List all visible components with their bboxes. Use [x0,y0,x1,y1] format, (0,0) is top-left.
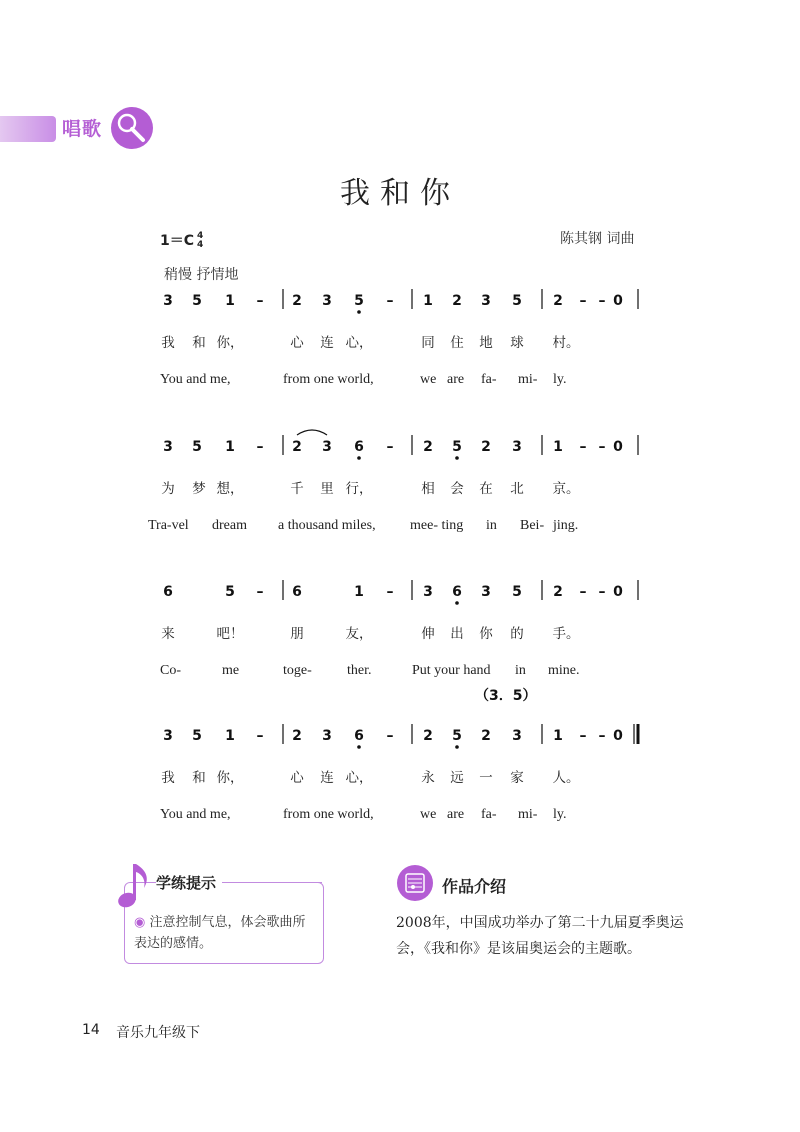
note: 3 [322,728,332,744]
lyric-en: Co- [160,663,181,678]
note: 3 [163,439,173,455]
alt-notes: （3．5） [475,688,537,704]
octave-dot [455,456,459,460]
note: 1 [354,584,364,600]
note: – [256,439,264,455]
lyric-en: fa- [481,807,497,822]
lyric-cn: 心， [345,335,373,351]
lyric-cn: 里 [320,481,334,497]
note: 0 [613,584,623,600]
note: – [579,293,587,309]
lyric-en: in [515,663,526,678]
lyric-en: toge- [283,663,312,678]
octave-dot [357,310,361,314]
lyric-cn: 的 [510,626,524,642]
note: 6 [163,584,173,600]
note: – [256,584,264,600]
note: 0 [613,293,623,309]
note: – [598,293,606,309]
note: 5 [512,584,522,600]
lyric-cn: 家 [510,770,524,786]
lyric-cn: 我 [161,335,175,351]
lyric-cn: 连 [320,335,334,351]
note: – [386,728,394,744]
note: 5 [452,439,462,455]
lyric-en: dream [212,518,247,533]
lyric-en: jing. [553,518,579,533]
note: 1 [225,439,235,455]
octave-dot [357,745,361,749]
lyric-en: Tra-vel [148,518,189,533]
note: 3 [481,293,491,309]
note: 3 [423,584,433,600]
note: 1 [225,293,235,309]
lyric-en: mi- [518,807,538,822]
composer-credit: 陈其钢 词曲 [560,231,635,247]
note: 2 [292,439,302,455]
note: 3 [322,439,332,455]
octave-dot [455,745,459,749]
lyric-en: are [447,372,465,387]
note: – [598,439,606,455]
lyric-cn: 心 [290,335,304,351]
note: 5 [192,728,202,744]
lyric-cn: 远 [450,770,464,786]
note: 2 [481,439,491,455]
note: 3 [481,584,491,600]
note: 2 [292,728,302,744]
lyric-cn: 梦 [192,481,206,497]
lyric-en: mee- ting [410,518,464,533]
lyric-en: ly. [553,807,567,822]
lyric-cn: 你， [216,770,244,786]
note: 5 [354,293,364,309]
lyric-cn: 同 [421,335,435,351]
note: 5 [512,293,522,309]
intro-title: 作品介绍 [442,877,507,896]
note: – [256,728,264,744]
lyric-cn: 村。 [552,335,580,351]
note: 1 [225,728,235,744]
note: 2 [292,293,302,309]
lyric-cn: 京。 [552,481,580,497]
lyric-cn: 来 [161,626,175,642]
note: – [386,584,394,600]
note: – [579,728,587,744]
note: 3 [163,728,173,744]
lyric-cn: 一 [479,770,493,786]
tie-arc [297,430,327,435]
lyric-cn: 球 [510,335,524,351]
lyric-cn: 人。 [552,770,580,786]
note: – [256,293,264,309]
lyric-en: we [420,807,437,822]
key-text: 1＝C [160,233,195,249]
note: 0 [613,439,623,455]
lyric-cn: 友， [345,626,373,642]
book-title: 音乐九年级下 [116,1025,200,1041]
note: 2 [423,439,433,455]
note: 6 [354,728,364,744]
note: – [579,439,587,455]
lyric-cn: 你 [479,626,493,642]
lyric-en: from one world, [283,807,374,822]
lyric-cn: 相 [421,481,435,497]
lyric-cn: 地 [479,335,493,351]
lyric-cn: 和 [192,770,206,786]
lyric-cn: 千 [290,481,304,497]
tempo-marking: 稍慢 抒情地 [164,267,239,283]
note: – [386,293,394,309]
tips-text [134,912,318,954]
bullet-icon: ◉ [134,915,150,930]
lyric-cn: 会 [450,481,464,497]
note: 6 [292,584,302,600]
lyric-en: me [222,663,240,678]
note: 1 [423,293,433,309]
music-note-icon [116,858,152,910]
note: 6 [354,439,364,455]
lyric-en: in [486,518,497,533]
note: 2 [423,728,433,744]
lyric-cn: 朋 [290,626,304,642]
score-scroll-icon [396,864,434,902]
page-number: 14 [82,1022,100,1038]
note: – [598,584,606,600]
lyric-cn: 北 [510,481,524,497]
note: 3 [512,728,522,744]
lyric-cn: 心， [345,770,373,786]
lyric-cn: 在 [479,481,493,497]
intro-text: 2008年，中国成功举办了第二十九届夏季奥运会，《我和你》是该届奥运会的主题歌。 [396,915,684,957]
lyric-cn: 住 [450,335,464,351]
lyric-en: mi- [518,372,538,387]
section-label: 唱歌 [62,118,103,140]
lyric-en: fa- [481,372,497,387]
lyric-en: are [447,807,465,822]
note: 2 [553,584,563,600]
lyric-cn: 伸 [421,626,435,642]
lyric-cn: 行， [345,481,373,497]
lyric-en: ther. [347,663,372,678]
note: 5 [192,293,202,309]
tips-title: 学练提示 [156,872,222,893]
note: 0 [613,728,623,744]
lyric-cn: 你， [216,335,244,351]
tips-body: 注意控制气息，体会歌曲所表达的感情。 [134,915,306,951]
note: 2 [481,728,491,744]
lyric-cn: 我 [161,770,175,786]
lyric-en: You and me, [160,807,231,822]
lyric-en: from one world, [283,372,374,387]
time-top: 4 [197,231,204,241]
octave-dot [357,456,361,460]
lyric-cn: 为 [161,481,175,497]
note: – [386,439,394,455]
note: 1 [553,728,563,744]
note: 1 [553,439,563,455]
song-title: 我和你 [340,176,460,211]
lyric-cn: 吧！ [216,626,244,642]
lyric-cn: 想， [216,481,244,497]
lyric-cn: 心 [290,770,304,786]
lyric-cn: 出 [450,626,464,642]
lyric-en: You and me, [160,372,231,387]
tips-divider [232,882,322,883]
note: 2 [553,293,563,309]
lyric-en: mine. [548,663,580,678]
lyric-cn: 永 [421,770,435,786]
note: 3 [322,293,332,309]
note: 6 [452,584,462,600]
lyric-en: Put your hand [412,663,491,678]
note: 2 [452,293,462,309]
lyric-en: Bei- [520,518,545,533]
note: 3 [163,293,173,309]
note: – [598,728,606,744]
octave-dot [455,601,459,605]
note: – [579,584,587,600]
note: 5 [192,439,202,455]
lyric-en: we [420,372,437,387]
note: 3 [512,439,522,455]
lyric-cn: 和 [192,335,206,351]
lyric-en: ly. [553,372,567,387]
time-bottom: 4 [197,240,204,250]
lyric-cn: 连 [320,770,334,786]
lyric-en: a thousand miles, [278,518,376,533]
note: 5 [452,728,462,744]
note: 5 [225,584,235,600]
lyric-cn: 手。 [552,626,580,642]
